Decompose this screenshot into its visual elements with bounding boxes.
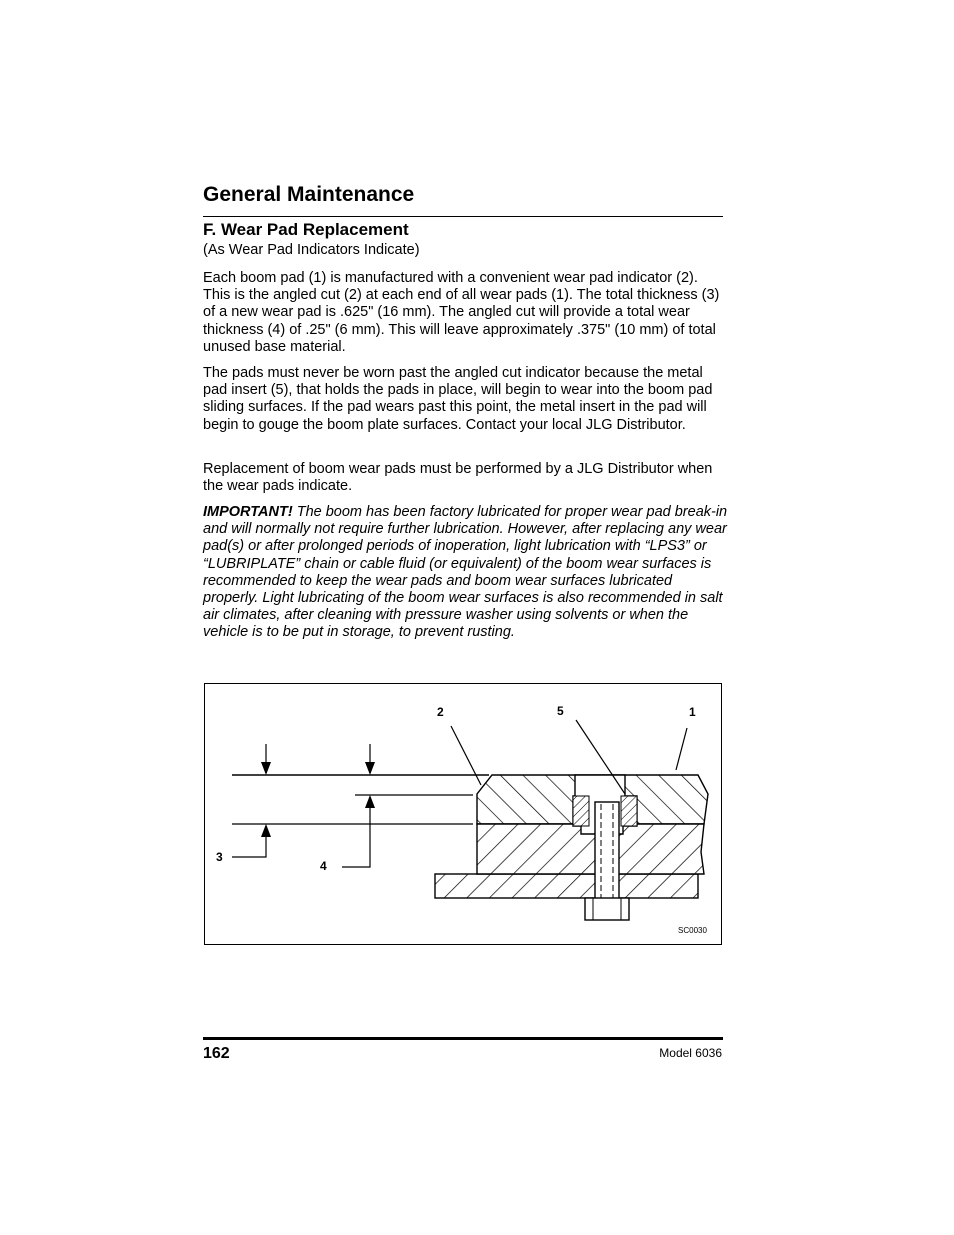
callout-5: 5 [557,704,564,718]
bolt-shank [595,802,619,904]
page-title: General Maintenance [203,183,415,206]
wear-pad-drawing [205,684,721,944]
important-text: The boom has been factory lubricated for proper wear pad break-in and will normally not require further lubrication. However, after replacing any wear pad(s) or after prolonged periods of inoperation, light lubrication with “LPS3” or “LUBRIPLATE” chain or cable fluid (or equivalent) of the boom wear surfaces is recommended to keep the wear pads and boom wear surfaces lubricated properly. Light lubricating of the boom wear surfaces is also recommended in salt air climates, after cleaning with pressure washer using solvents or when the vehicle is to be put in storage, to prevent rusting. [203,504,728,641]
section-subheading: (As Wear Pad Indicators Indicate) [203,242,420,258]
callout-1: 1 [689,705,696,719]
insert-flange-left [573,796,589,826]
callout-2: 2 [437,705,444,719]
paragraph-replacement: Replacement of boom wear pads must be performed by a JLG Distributor when the wear pads indicate. [203,461,713,495]
insert-flange-right [621,796,637,826]
bolt-head [585,898,629,920]
model-label: Model 6036 [659,1046,722,1060]
paragraph-wear-indicator: Each boom pad (1) is manufactured with a convenient wear pad indicator (2). This is the angled cut (2) at each end of all wear pads (1). The total thickness (3) of a new wear pad is .625" (16 mm). The angled cut will provide a total wear thickness (4) of .25" (6 mm). This will leave approximately .375" (10 mm) of total unused base material. [203,270,720,355]
page-number: 162 [203,1045,230,1062]
callout-4: 4 [320,859,327,873]
header-rule [203,216,723,217]
boom-plate [435,874,698,898]
section-heading: F. Wear Pad Replacement [203,220,409,239]
wear-pad-diagram [204,683,722,945]
figure-code: SC0030 [678,926,707,935]
dimension-arrowheads [261,762,375,837]
callout-3: 3 [216,850,223,864]
paragraph-important-note [203,504,728,642]
footer-rule [203,1037,723,1040]
paragraph-pad-wear-warning: The pads must never be worn past the angled cut indicator because the metal pad insert (5), that holds the pads in place, will begin to wear into the boom pad sliding surfaces. If the pad wears past this point, the metal insert in the pad will begin to gouge the boom plate surfaces. Contact your local JLG Distributor. [203,365,713,433]
important-label: IMPORTANT! [203,504,293,520]
